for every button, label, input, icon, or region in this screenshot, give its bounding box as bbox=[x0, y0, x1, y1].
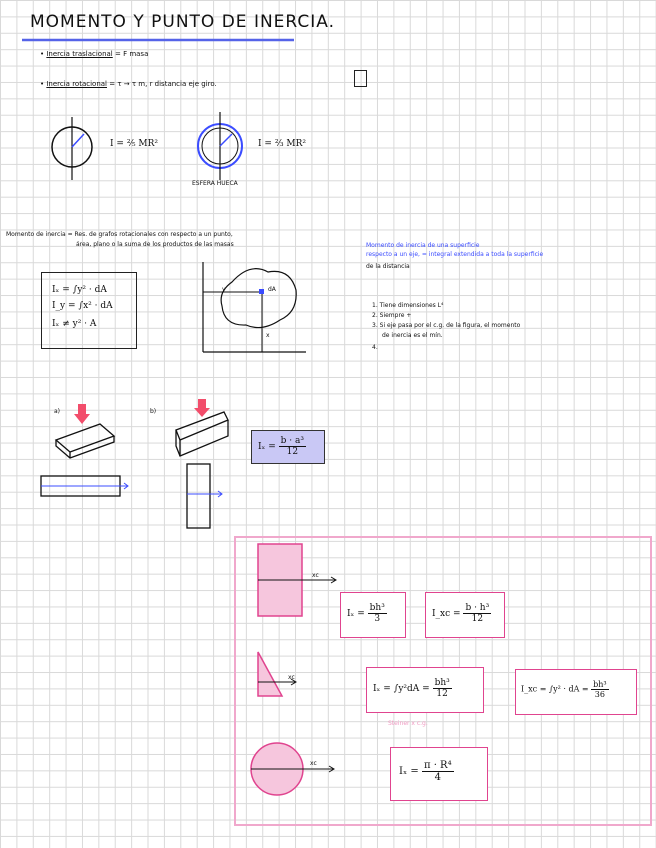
definition-line-2: área, plano o la suma de los productos de las masas bbox=[76, 241, 234, 248]
formula-rect-ixc: I_xc = $\frac{\text{b · h³}}{12}$ bbox=[432, 603, 490, 624]
formula-hollow-sphere: I = ⅔ MR² bbox=[258, 139, 307, 149]
integral-iy: I_y = ∫x² · dA bbox=[52, 301, 113, 311]
note-line-2: respecto a un eje, = integral extendida a toda la superficie bbox=[366, 251, 544, 258]
integral-ix: Iₓ = ∫y² · dA bbox=[52, 285, 107, 295]
formula-circ: Iₓ = $\frac{\text{π · R⁴}}{4}$ bbox=[399, 760, 452, 783]
circ-axis-label: xc bbox=[310, 760, 317, 767]
tri-steiner-note: Steiner x c.g. bbox=[388, 720, 428, 727]
label-y: y bbox=[222, 286, 226, 293]
formula-rect-ixc-box bbox=[425, 592, 505, 638]
bullet-rotational: • Inercia rotacional = τ → τ m, r distancia eje giro. bbox=[40, 80, 217, 88]
beam-label-a: a) bbox=[54, 408, 61, 415]
rect-axis-label: xc bbox=[312, 572, 319, 579]
step-3: 3. Si eje pasa por el c.g. de la figura, el momento bbox=[372, 322, 521, 329]
hollow-sphere-caption: ESFERA HUECA bbox=[192, 180, 238, 187]
step-4: 4. bbox=[372, 344, 378, 351]
formula-tri-ix-box bbox=[366, 667, 484, 713]
label-x: x bbox=[266, 332, 270, 339]
step-1: 1. Tiene dimensiones L⁴ bbox=[372, 302, 444, 309]
note-line-3: de la distancia bbox=[366, 263, 410, 270]
formula-tri-ixc-box bbox=[515, 669, 637, 715]
step-3-cont: de inercia es el mín. bbox=[382, 332, 443, 339]
step-2: 2. Siempre + bbox=[372, 312, 412, 319]
note-line-1: Momento de inercia de una superficie bbox=[366, 242, 480, 249]
bullet-translational: • Inercia traslacional = F masa bbox=[40, 50, 149, 58]
label-da: dA bbox=[268, 286, 276, 293]
formula-tri-ixc: I_xc = ∫y² · dA = $\frac{\text{bh³}}{36}$ bbox=[521, 680, 607, 699]
formula-tri-ix: Iₓ = ∫y²dA = $\frac{\text{bh³}}{12}$ bbox=[373, 678, 450, 699]
integral-approx: Iₓ ≠ y² · A bbox=[52, 319, 97, 329]
formula-rect-ix-box bbox=[340, 592, 406, 638]
tri-axis-label: xc bbox=[288, 674, 295, 681]
formula-rect-ix: Iₓ = $\frac{\text{bh³}}{3}$ bbox=[347, 603, 385, 624]
formula-solid-sphere: I = ⅖ MR² bbox=[110, 139, 159, 149]
beam-label-b: b) bbox=[150, 408, 157, 415]
page-title: MOMENTO Y PUNTO DE INERCIA. bbox=[30, 12, 336, 32]
formula-circ-box bbox=[390, 747, 488, 801]
formula-beam: Iₓ = $\frac{\text{b · a³}}{12}$ bbox=[258, 436, 304, 457]
definition-line-1: Momento de inercia = Res. de grafos rotacionales con respecto a un punto, bbox=[6, 231, 233, 238]
